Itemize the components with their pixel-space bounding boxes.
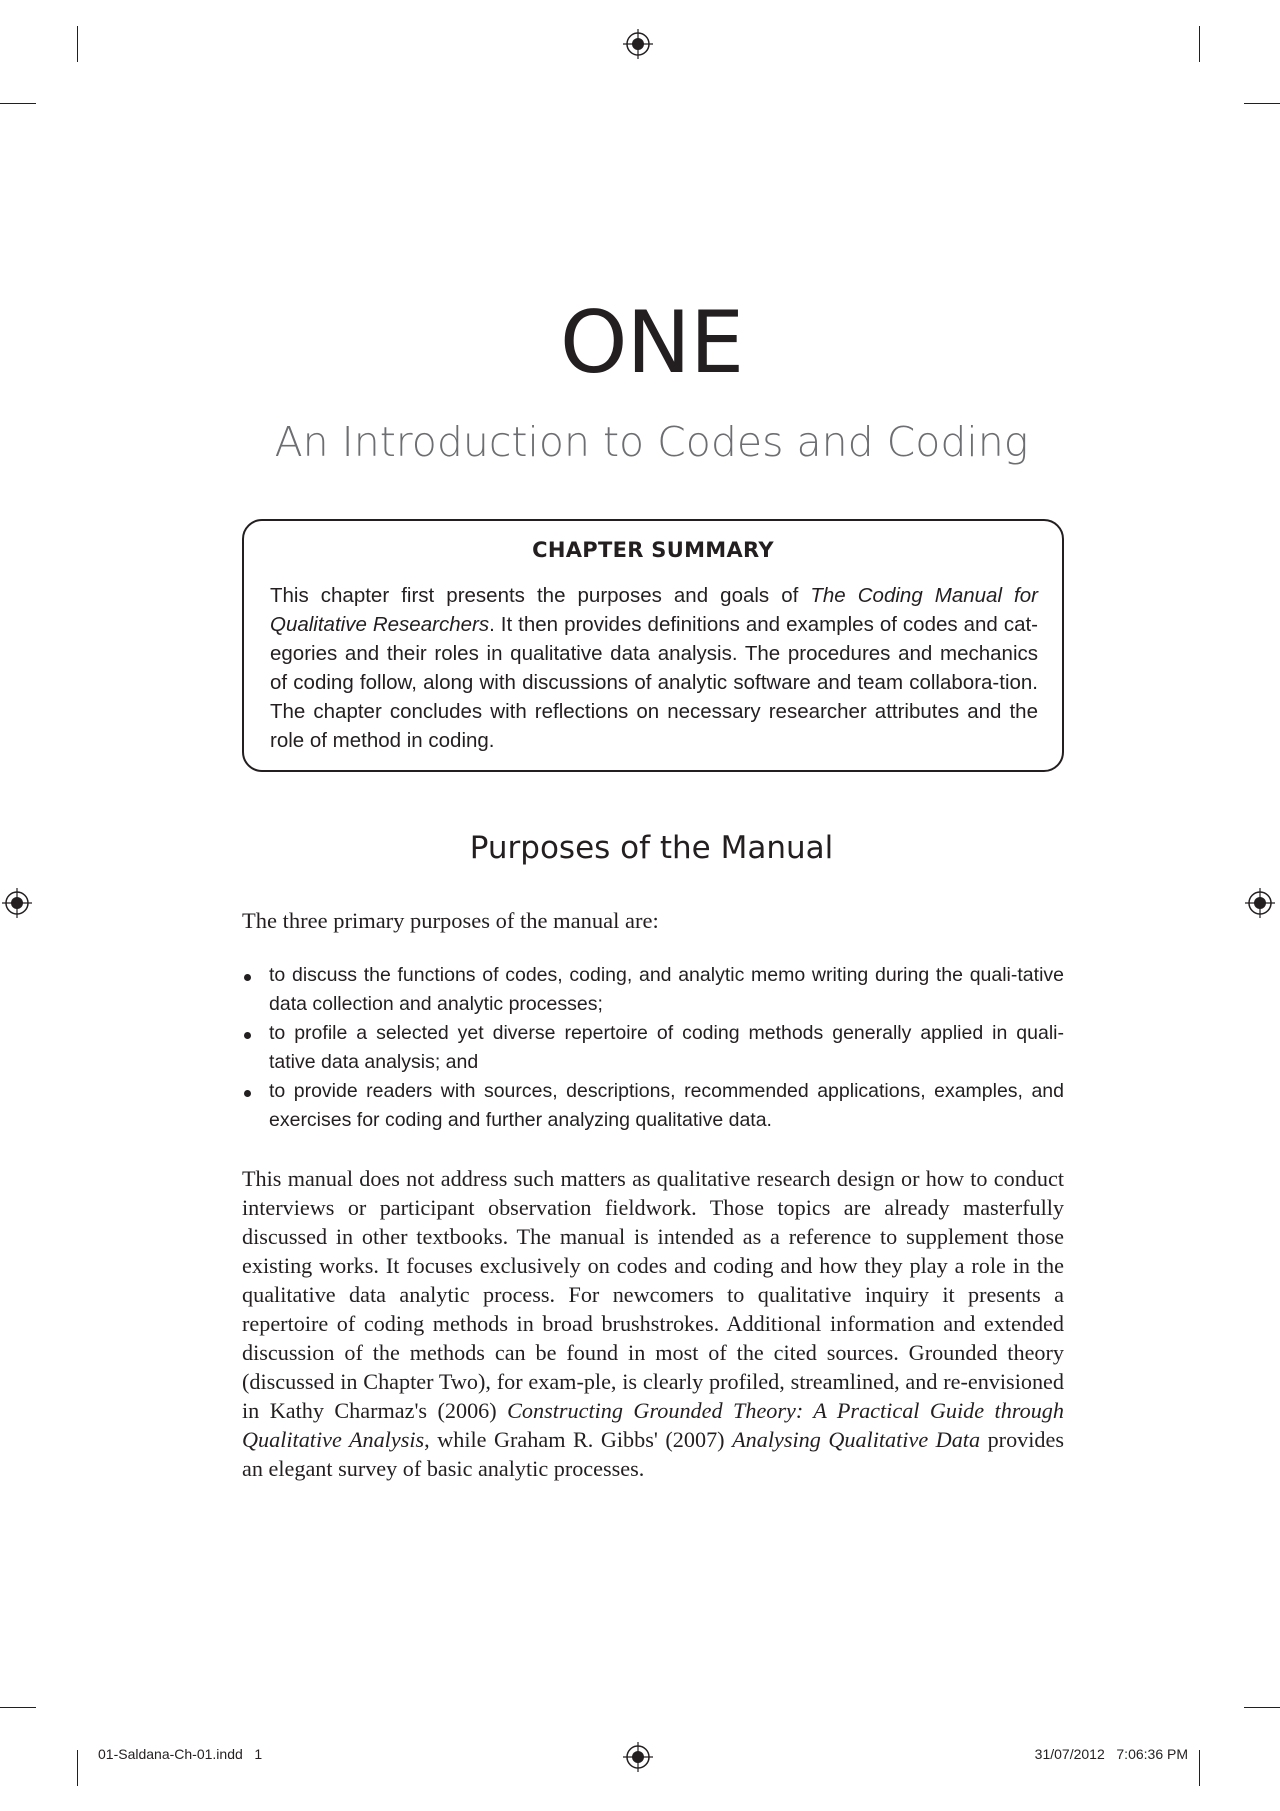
crop-mark-top-right [1244, 103, 1280, 104]
chapter-title: An Introduction to Codes and Coding [274, 418, 1029, 466]
list-item: to discuss the functions of codes, coding, and analytic memo writing during the quali-tative data collection and analytic processes; [242, 961, 1064, 1019]
purposes-list [242, 961, 1064, 1135]
slug-filename: 01-Saldana-Ch-01.indd 1 [98, 1746, 263, 1762]
crop-mark-top-left [77, 26, 78, 62]
bullet-icon [244, 974, 251, 981]
crop-mark-bottom-left [77, 1750, 78, 1786]
book-title-italic: Analysing Qualitative Data [732, 1427, 981, 1452]
section-heading: Purposes of the Manual [469, 830, 834, 866]
registration-mark-icon [1245, 888, 1275, 918]
crop-mark-top-left [0, 103, 36, 104]
chapter-summary-box [242, 519, 1064, 772]
body-paragraph: This manual does not address such matters as qualitative research design or how to conduct interviews or participant observation fieldwork. Those topics are already masterfully discussed in other textbooks. The manual is intended as a reference to supplement those existing works. It focuses exclusively on codes and coding and how they play a role in the qualitative data analytic process. For newcomers to qualitative inquiry it presents a repertoire of coding methods in broad brushstrokes. Additional information and extended discussion of the methods can be found in most of the cited sources. Grounded theory (discussed in Chapter Two), for exam-ple, is clearly profiled, streamlined, and re-envisioned in Kathy Charmaz's (2006) Constructing Grounded Theory: A Practical Guide through Qualitative Analysis, while Graham R. Gibbs' (2007) Analysing Qualitative Data provides an elegant survey of basic analytic processes. [242, 1166, 1064, 1481]
registration-mark-icon [623, 1742, 653, 1772]
list-item: to profile a selected yet diverse repertoire of coding methods generally applied in quali-tative data analysis; and [242, 1019, 1064, 1077]
book-title-italic: The Coding Manual for Qualitative Researchers [270, 584, 1038, 636]
crop-mark-bottom-right [1244, 1707, 1280, 1708]
chapter-summary-heading: CHAPTER SUMMARY [532, 538, 774, 562]
crop-mark-bottom-right [1199, 1750, 1200, 1786]
crop-mark-bottom-left [0, 1707, 36, 1708]
section-intro: The three primary purposes of the manual are: [242, 908, 659, 933]
book-title-italic: Constructing Grounded Theory: A Practical Guide through Qualitative Analysis [242, 1398, 1064, 1452]
registration-mark-icon [2, 888, 32, 918]
bullet-icon [244, 1032, 251, 1039]
chapter-number: ONE [559, 293, 744, 393]
list-item: to provide readers with sources, descriptions, recommended applications, examples, and exercises for coding and further analyzing qualitative data. [242, 1077, 1064, 1135]
slug-timestamp: 31/07/2012 7:06:36 PM [1034, 1746, 1188, 1762]
crop-mark-top-right [1199, 26, 1200, 62]
bullet-icon [244, 1090, 251, 1097]
registration-mark-icon [623, 29, 653, 59]
chapter-summary-text: This chapter first presents the purposes and goals of The Coding Manual for Qualitative Researchers. It then provides definitions and examples of codes and cat-egories and their roles in qualitative data analysis. The procedures and mechanics of coding follow, along with discussions of analytic software and team collabora-tion. The chapter concludes with reflections on necessary researcher attributes and the role of method in coding. [270, 584, 1038, 752]
